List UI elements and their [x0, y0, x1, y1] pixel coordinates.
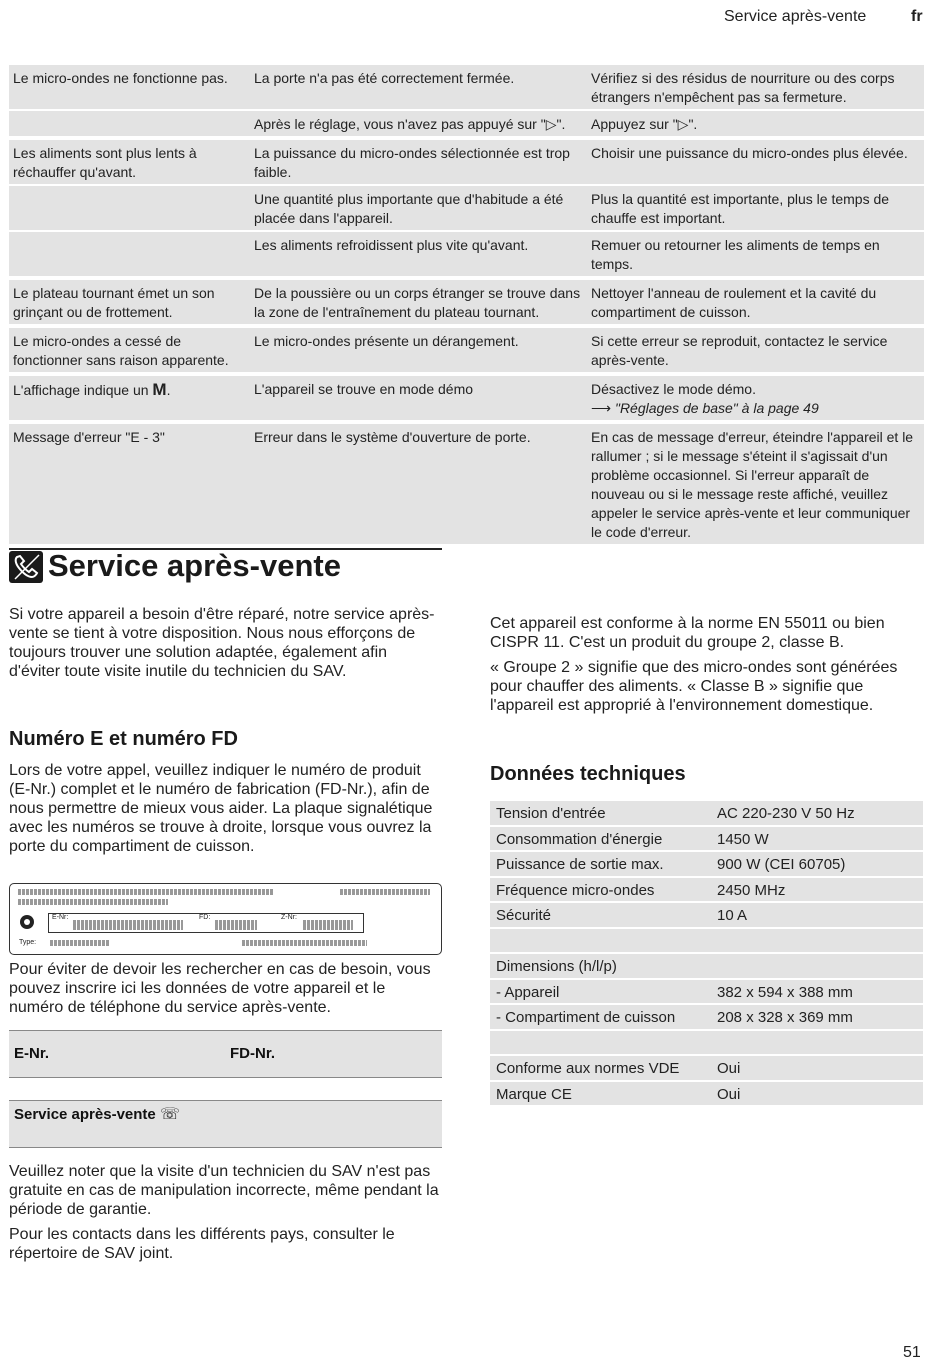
remedy-cell: Plus la quantité est importante, plus le temps de chauffe est important.	[587, 186, 924, 230]
table-row	[490, 1056, 923, 1082]
plate-number-box	[48, 913, 364, 933]
cause-cell: La porte n'a pas été correctement fermée.	[250, 65, 587, 109]
tech-value	[713, 929, 923, 953]
tech-value: 208 x 328 x 369 mm	[717, 1009, 853, 1026]
tech-value: Oui	[717, 1060, 741, 1077]
remedy-text: Désactivez le mode démo.	[591, 381, 756, 397]
problem-text: L'affichage indique un	[13, 382, 149, 398]
fdnr-field-label: FD-Nr.	[230, 1045, 275, 1062]
remedy-cell: Nettoyer l'anneau de roulement et la cavité du compartiment de cuisson.	[587, 280, 924, 324]
plate-dots	[242, 940, 367, 946]
visit-paragraph: Veuillez noter que la visite d'un technicien du SAV n'est pas gratuite en cas de manipulation incorrecte, même pendant la période de garantie.	[9, 1163, 439, 1218]
page-reference-link[interactable]: "Réglages de base" à la page 49	[614, 400, 819, 416]
group-class-paragraph: « Groupe 2 » signifie que des micro-ondes sont générées pour chauffer des aliments. « Classe B » signifie que l'appareil est approprié à l'environnement domestique.	[490, 659, 898, 714]
remedy-cell: Choisir une puissance du micro-ondes plus élevée.	[587, 140, 924, 184]
tech-key: Dimensions (h/l/p)	[496, 958, 617, 975]
appliance-numbers-field[interactable]	[9, 1030, 442, 1078]
plate-dots	[73, 920, 183, 930]
troubleshooting-table	[9, 63, 924, 546]
plate-enr-label: E-Nr:	[52, 914, 69, 921]
plate-dots	[18, 889, 273, 895]
conformity-paragraph: Cet appareil est conforme à la norme EN 55011 ou bien CISPR 11. C'est un produit du groupe 2, classe B.	[490, 615, 885, 651]
tech-value	[713, 954, 923, 978]
contacts-paragraph: Pour les contacts dans les différents pays, consulter le répertoire de SAV joint.	[9, 1226, 395, 1262]
tech-key: Tension d'entrée	[496, 805, 606, 822]
tech-key: Puissance de sortie max.	[496, 856, 664, 873]
tech-value: 10 A	[717, 907, 748, 924]
remedy-cell: Si cette erreur se reproduit, contactez le service après-vente.	[587, 328, 924, 372]
remedy-cell: Appuyez sur "▷".	[587, 111, 924, 136]
cause-cell: Une quantité plus importante que d'habitude a été placée dans l'appareil.	[250, 186, 587, 230]
tech-key: Sécurité	[496, 907, 552, 924]
tech-value	[713, 1031, 923, 1055]
intro-paragraph: Si votre appareil a besoin d'être réparé, notre service après-vente se tient à votre disposition. Nous nous efforçons de toujours trouver une solution adaptée, également afin d'éviter toute visite inutile du technicien du SAV.	[9, 606, 435, 680]
trouble-group	[9, 63, 924, 138]
problem-cell	[9, 111, 250, 136]
arrow-right-icon: ⟶	[591, 400, 612, 416]
tech-key: Fréquence micro-ondes	[496, 881, 655, 899]
header-title: Service après-vente	[724, 8, 867, 25]
cause-cell: Erreur dans le système d'ouverture de porte.	[250, 424, 587, 544]
plate-fd-label: FD:	[199, 914, 211, 921]
table-row	[490, 954, 923, 980]
table-row	[490, 801, 923, 827]
problem-cell	[9, 186, 250, 230]
service-field-label	[14, 1104, 180, 1124]
table-row	[9, 326, 924, 372]
phone-icon	[9, 551, 43, 583]
brand-logo-icon	[20, 915, 34, 929]
section-title: Service après-vente	[48, 548, 341, 583]
plate-dots	[215, 920, 257, 930]
tech-key: Conforme aux normes VDE	[496, 1060, 680, 1077]
trouble-group	[9, 422, 924, 546]
remedy-cell	[587, 376, 924, 420]
cause-cell: Après le réglage, vous n'avez pas appuyé sur "▷".	[250, 111, 587, 136]
table-row	[490, 980, 923, 1006]
tech-key: - Appareil	[496, 983, 560, 1001]
table-row	[9, 184, 924, 230]
rating-plate-illustration	[9, 883, 442, 955]
table-row	[9, 374, 924, 420]
page-header	[0, 8, 950, 30]
tech-value: AC 220-230 V 50 Hz	[717, 805, 855, 822]
tech-value: Oui	[717, 1085, 741, 1103]
telephone-icon: ☏	[159, 1106, 180, 1123]
service-field-text: Service après-vente	[14, 1106, 156, 1123]
tech-value: 382 x 594 x 388 mm	[717, 983, 853, 1001]
table-row	[490, 1031, 923, 1057]
remedy-cell: En cas de message d'erreur, éteindre l'appareil et le rallumer ; si le message s'éteint il s'agissait d'un problème occasionnel. Si l'erreur apparaît de nouveau ou si le message reste affiché, veuillez appeler le service après-vente et leur communiquer le code d'erreur.	[587, 424, 924, 544]
plate-dots	[18, 899, 168, 905]
table-row	[490, 929, 923, 955]
trouble-group	[9, 326, 924, 374]
cause-cell: L'appareil se trouve en mode démo	[250, 376, 587, 420]
remedy-cell: Vérifiez si des résidus de nourriture ou des corps étrangers n'empêchent pas sa fermeture.	[587, 65, 924, 109]
table-row	[490, 1082, 923, 1108]
trouble-group	[9, 278, 924, 326]
problem-cell: Les aliments sont plus lents à réchauffer qu'avant.	[9, 140, 250, 184]
table-row	[490, 827, 923, 853]
plate-dots	[303, 920, 353, 930]
header-language: fr	[911, 8, 923, 25]
page-number: 51	[903, 1344, 921, 1361]
tech-value: 2450 MHz	[717, 881, 786, 899]
tech-data-heading: Données techniques	[490, 763, 686, 785]
problem-cell: Message d'erreur "E - 3"	[9, 424, 250, 544]
tech-data-table	[490, 801, 923, 1107]
table-row	[490, 1005, 923, 1031]
cause-cell: De la poussière ou un corps étranger se trouve dans la zone de l'entraînement du plateau tournant.	[250, 280, 587, 324]
note-paragraph: Pour éviter de devoir les rechercher en cas de besoin, vous pouvez inscrire ici les données de votre appareil et le numéro de téléphone du service après-vente.	[9, 961, 431, 1016]
table-row	[9, 422, 924, 544]
enr-field-label: E-Nr.	[14, 1045, 50, 1062]
table-row	[9, 63, 924, 109]
trouble-group	[9, 374, 924, 422]
table-row	[490, 878, 923, 904]
remedy-cell: Remuer ou retourner les aliments de temps en temps.	[587, 232, 924, 276]
table-row	[9, 278, 924, 324]
table-row	[490, 903, 923, 929]
cause-cell: Les aliments refroidissent plus vite qu'avant.	[250, 232, 587, 276]
cause-cell: Le micro-ondes présente un dérangement.	[250, 328, 587, 372]
table-row	[490, 852, 923, 878]
tech-value: 900 W (CEI 60705)	[717, 856, 846, 873]
table-row	[9, 109, 924, 136]
problem-cell: L'affichage indique un M.	[9, 376, 250, 420]
tech-key: Consommation d'énergie	[496, 830, 663, 848]
problem-cell: Le plateau tournant émet un son grinçant ou de frottement.	[9, 280, 250, 324]
plate-dots	[340, 889, 430, 895]
table-row	[9, 138, 924, 184]
cause-cell: La puissance du micro-ondes sélectionnée est trop faible.	[250, 140, 587, 184]
plate-dots	[50, 940, 110, 946]
plate-znr-label: Z-Nr:	[281, 914, 297, 921]
tech-value: 1450 W	[717, 830, 769, 848]
problem-cell	[9, 232, 250, 276]
tech-key: Marque CE	[496, 1085, 572, 1103]
table-row	[9, 230, 924, 276]
problem-cell: Le micro-ondes a cessé de fonctionner sans raison apparente.	[9, 328, 250, 372]
service-phone-field[interactable]	[9, 1100, 442, 1148]
tech-key	[490, 1031, 713, 1055]
e-fd-paragraph: Lors de votre appel, veuillez indiquer le numéro de produit (E-Nr.) complet et le numéro de fabrication (FD-Nr.), afin de nous permettre de mieux vous aider. La plaque signalétique avec les numéros se trouve à droite, lorsque vous ouvrez la porte du compartiment de cuisson.	[9, 762, 433, 855]
tech-key: - Compartiment de cuisson	[496, 1009, 676, 1026]
plate-type-label: Type:	[19, 939, 37, 946]
demo-mode-symbol: M	[152, 380, 167, 399]
tech-key	[490, 929, 713, 953]
trouble-group	[9, 138, 924, 278]
e-fd-heading: Numéro E et numéro FD	[9, 728, 238, 750]
problem-cell: Le micro-ondes ne fonctionne pas.	[9, 65, 250, 109]
